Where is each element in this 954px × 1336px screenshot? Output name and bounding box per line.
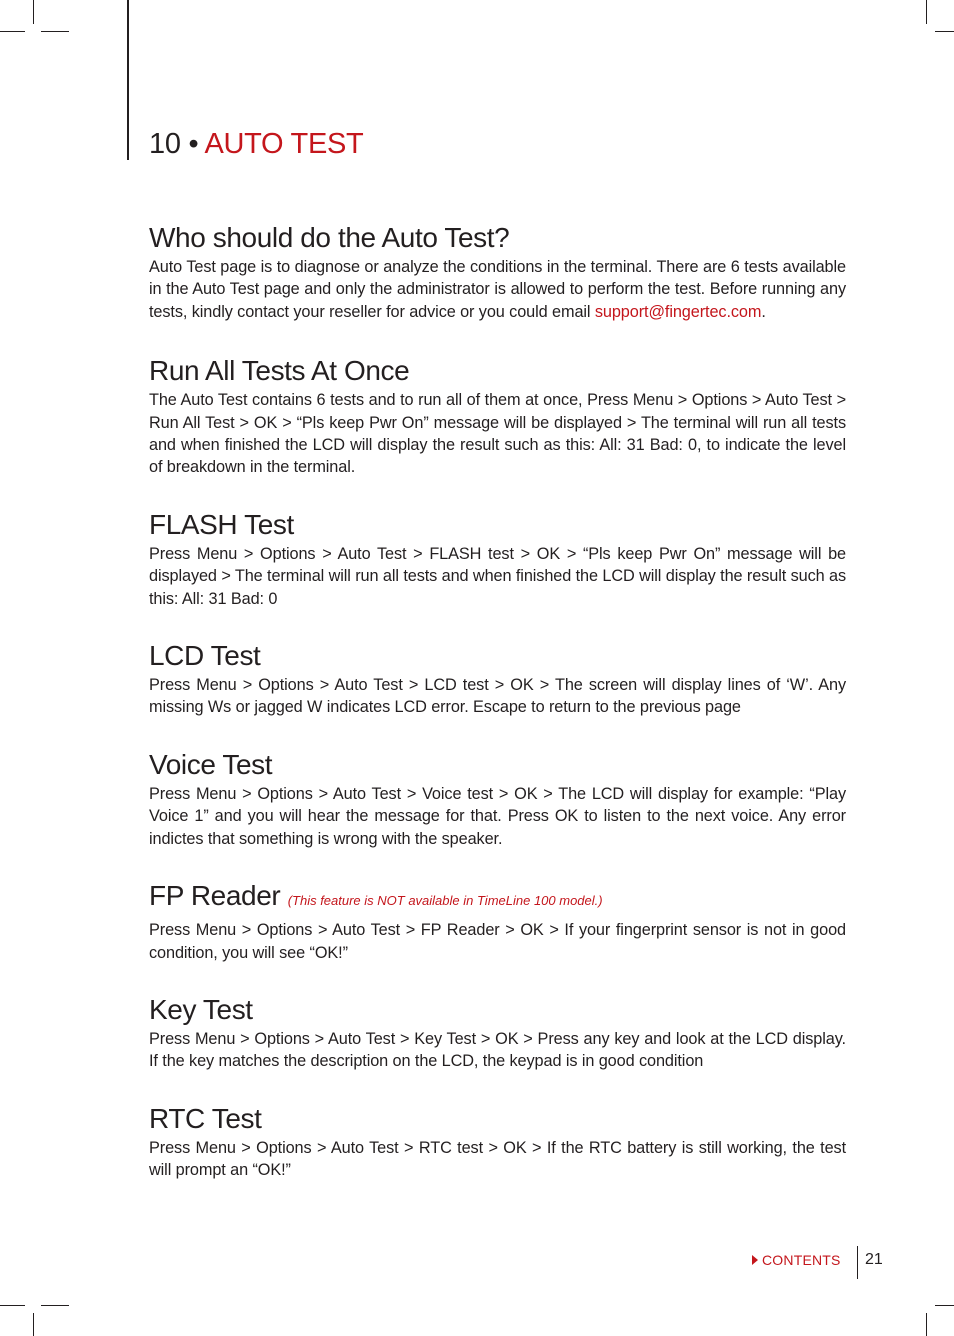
contents-link[interactable]: [752, 1252, 841, 1268]
availability-note: (This feature is NOT available in TimeLine 100 model.): [287, 893, 603, 909]
section-heading: Run All Tests At Once: [149, 355, 410, 387]
crop-mark: [41, 31, 69, 32]
page-content: [149, 220, 846, 1182]
crop-mark: [926, 0, 927, 24]
section-run-all-tests: [149, 353, 846, 479]
section-who-should-do: [149, 220, 846, 323]
section-key-test: [149, 992, 846, 1073]
section-fp-reader: [149, 878, 846, 964]
section-rtc-test: [149, 1101, 846, 1182]
chapter-title: [149, 128, 363, 161]
section-body: The Auto Test contains 6 tests and to run all of them at once, Press Menu > Options > Auto Test > Run All Test > OK > “Pls keep Pwr On” message will be displayed > The terminal will run all tests and when finished the LCD will display the result such as this: All: 31 Bad: 0, to indicate the level of breakdown in the terminal.: [149, 391, 846, 477]
chapter-number: 10: [149, 128, 181, 160]
chapter-name: AUTO TEST: [204, 128, 364, 160]
section-heading-row: [149, 878, 846, 919]
section-body: Press Menu > Options > Auto Test > Voice test > OK > The LCD will display for example: “Play Voice 1” and you will hear the message for that. Press OK to listen to the next voice. Any error indictes that something is wrong with the speaker.: [149, 784, 846, 848]
section-heading: Who should do the Auto Test?: [149, 222, 510, 253]
section-body: Press Menu > Options > Auto Test > FP Reader > OK > If your fingerprint sensor is not in good condition, you will see “OK!”: [149, 921, 846, 962]
crop-mark: [935, 1305, 954, 1306]
section-heading: FLASH Test: [149, 508, 294, 540]
section-voice-test: [149, 747, 846, 850]
section-body: Press Menu > Options > Auto Test > LCD test > OK > The screen will display lines of ‘W’. Any missing Ws or jagged W indicates LCD error. Escape to return to the previous page: [149, 676, 846, 717]
section-lcd-test: [149, 638, 846, 719]
crop-mark: [33, 1313, 34, 1336]
section-text: Auto Test page is to diagnose or analyze the conditions in the terminal. There are 6 tests available in the Auto Test page and only the administrator is allowed to perform the test. Before running any tests, kindly contact your reseller for advice or you could email: [149, 258, 846, 321]
crop-mark: [41, 1305, 69, 1306]
crop-mark: [926, 1313, 927, 1336]
section-heading: RTC Test: [149, 1102, 262, 1134]
page-number: 21: [865, 1251, 883, 1268]
triangle-right-icon: [752, 1255, 758, 1265]
crop-mark: [935, 31, 954, 32]
section-body: Press Menu > Options > Auto Test > FLASH test > OK > “Pls keep Pwr On” message will be displayed > The terminal will run all tests and when finished the LCD will display the result such as this: All: 31 Bad: 0: [149, 544, 846, 608]
section-body: Press Menu > Options > Auto Test > RTC test > OK > If the RTC battery is still working, the test will prompt an “OK!”: [149, 1138, 846, 1180]
support-email-link[interactable]: support@fingertec.com: [594, 302, 762, 321]
crop-mark: [0, 1305, 25, 1306]
section-heading: LCD Test: [149, 640, 261, 672]
section-flash-test: [149, 507, 846, 610]
section-heading: FP Reader: [149, 880, 281, 912]
contents-label: CONTENTS: [762, 1252, 841, 1268]
chapter-bullet: •: [188, 128, 199, 160]
section-body: [149, 256, 846, 323]
section-heading: Voice Test: [149, 748, 273, 780]
section-heading: Key Test: [149, 993, 253, 1025]
chapter-rule: [127, 0, 129, 160]
sentence-end: .: [761, 302, 766, 321]
section-body: Press Menu > Options > Auto Test > Key Test > OK > Press any key and look at the LCD display. If the key matches the description on the LCD, the keypad is in good condition: [149, 1029, 846, 1071]
crop-mark: [33, 0, 34, 24]
footer-divider: [857, 1246, 858, 1279]
crop-mark: [0, 31, 25, 32]
